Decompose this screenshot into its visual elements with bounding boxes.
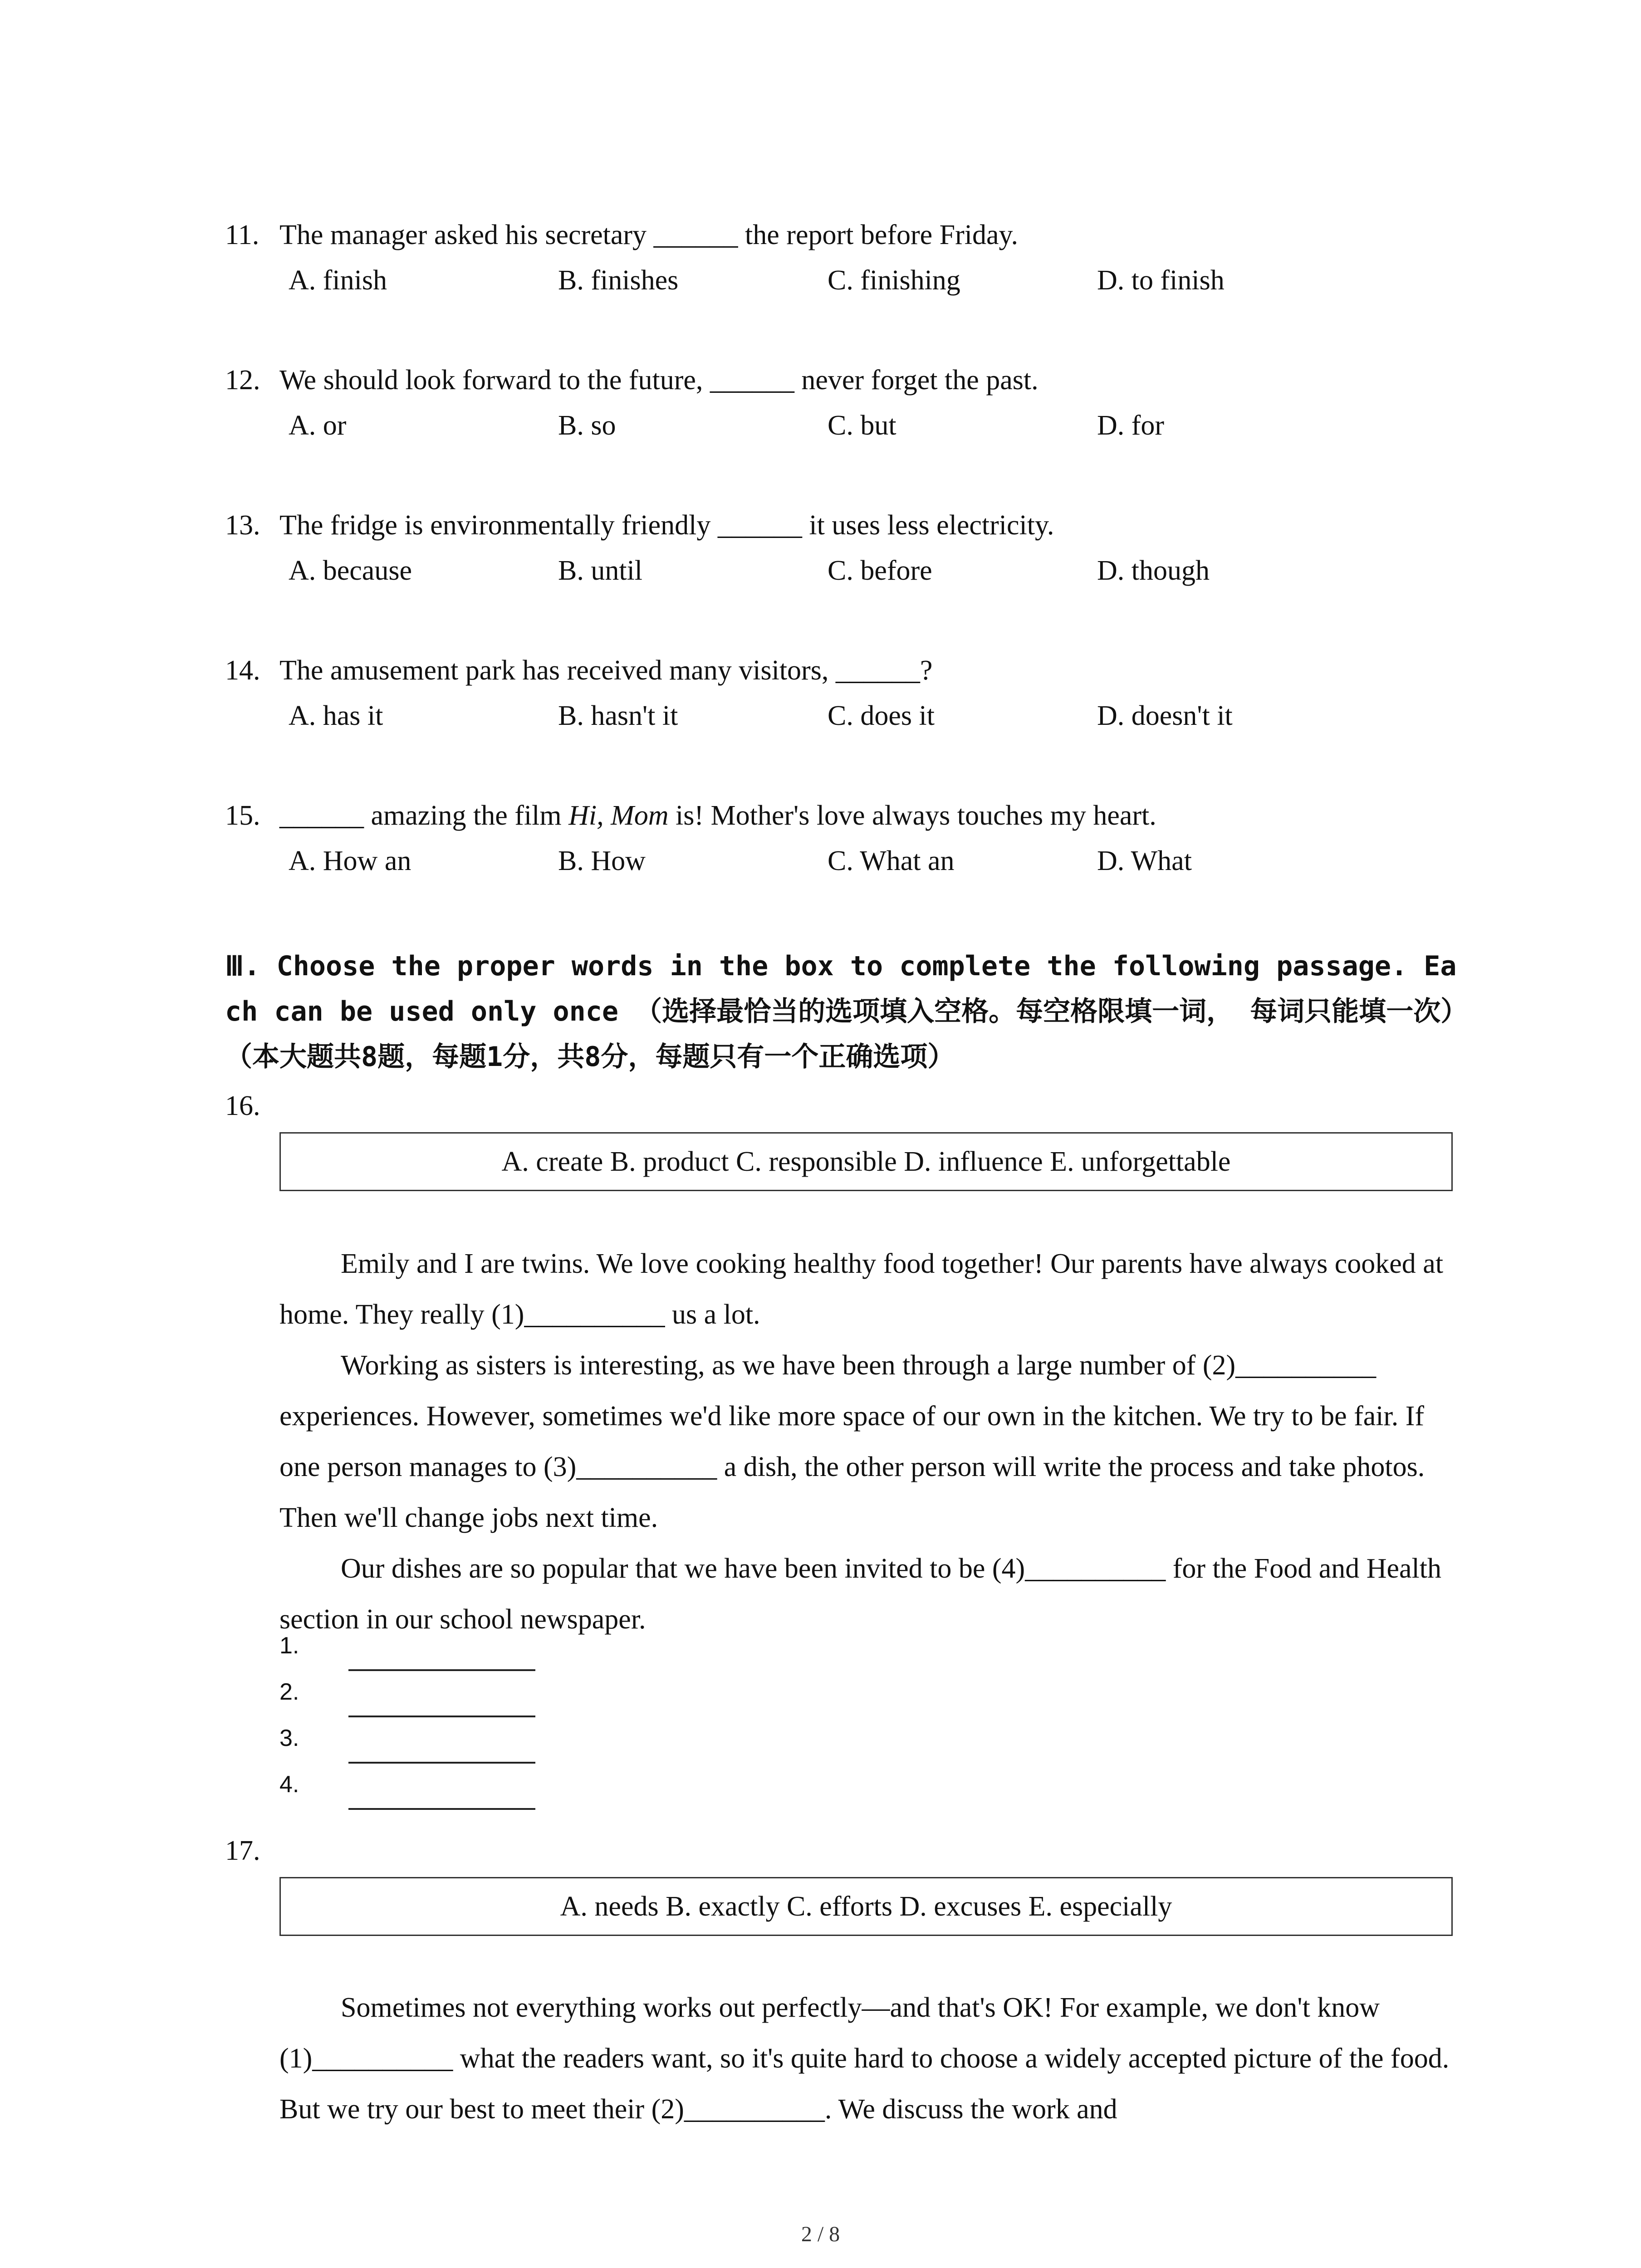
option-d[interactable]: D. though [1097, 555, 1210, 586]
question-stem: The manager asked his secretary ______ the report before Friday. [279, 220, 1019, 250]
question-stem: The fridge is environmentally friendly ______ it uses less electricity. [279, 510, 1054, 541]
section-title: Ⅲ. Choose the proper words in the box to complete the following passage. Each can be used only once （选择最恰当的选项填入空格。每空格限填一词， 每词只能填一次）（本大题共8题，每题1分，共8分，每题只有一个正确选项） [225, 950, 1457, 1073]
question-11 [225, 217, 1018, 253]
answer-blank-2[interactable] [348, 1716, 535, 1717]
passage-paragraph-1: Emily and I are twins. We love cooking healthy food together! Our parents have always cooked at home. They really (1)__________ us a lot. [279, 1248, 1444, 1330]
passage-paragraph-3: Our dishes are so popular that we have been invited to be (4)__________ for the Food and Health section in our school newspaper. [279, 1553, 1441, 1635]
question-stem-pre: ______ amazing the film [279, 800, 569, 831]
question-13 [225, 507, 1054, 543]
question-12 [225, 362, 1038, 398]
question-stem: The amusement park has received many visitors, ______? [279, 655, 933, 686]
answer-blank-4[interactable] [348, 1808, 535, 1810]
option-a[interactable]: A. has it [289, 700, 383, 731]
question-stem: We should look forward to the future, ______ never forget the past. [279, 365, 1038, 396]
option-c[interactable]: C. What an [828, 846, 955, 876]
answer-blank-3[interactable] [348, 1762, 535, 1764]
question-17-number: 17. [225, 1835, 260, 1866]
option-d[interactable]: D. to finish [1097, 265, 1225, 296]
answer-label-3: 3. [279, 1725, 299, 1751]
passage-16 [279, 1238, 1459, 1645]
option-d[interactable]: D. for [1097, 410, 1165, 441]
option-b[interactable]: B. until [558, 555, 643, 586]
question-number: 11. [225, 220, 260, 250]
question-number: 14. [225, 655, 260, 686]
option-b[interactable]: B. hasn't it [558, 700, 678, 731]
page-number: 2 / 8 [801, 2222, 840, 2246]
question-number: 13. [225, 510, 260, 541]
option-b[interactable]: B. so [558, 410, 616, 441]
option-d[interactable]: D. What [1097, 846, 1192, 876]
word-box-17: A. needs B. exactly C. efforts D. excuses E. especially [279, 1877, 1453, 1936]
option-c[interactable]: C. before [828, 555, 932, 586]
option-a[interactable]: A. or [289, 410, 347, 441]
option-c[interactable]: C. but [828, 410, 896, 441]
word-box-16: A. create B. product C. responsible D. influence E. unforgettable [279, 1132, 1453, 1191]
film-title: Hi, Mom [568, 800, 669, 831]
question-number: 15. [225, 800, 260, 831]
answer-label-4: 4. [279, 1771, 299, 1798]
passage-17 [279, 1982, 1459, 2135]
question-14 [225, 652, 932, 689]
option-c[interactable]: C. finishing [828, 265, 960, 296]
passage-paragraph-2: Working as sisters is interesting, as we have been through a large number of (2)__________ experiences. However, sometimes we'd like more space of our own in the kitchen. We try to be fair. If one person manages to (3)__________ a dish, the other person will write the process and take photos. Then we'll change jobs next time. [279, 1350, 1425, 1533]
option-b[interactable]: B. finishes [558, 265, 679, 296]
answer-label-1: 1. [279, 1633, 299, 1659]
option-c[interactable]: C. does it [828, 700, 935, 731]
question-number: 12. [225, 365, 260, 396]
option-b[interactable]: B. How [558, 846, 646, 876]
question-stem-post: is! Mother's love always touches my heart. [668, 800, 1156, 831]
option-d[interactable]: D. doesn't it [1097, 700, 1233, 731]
passage-paragraph-1: Sometimes not everything works out perfectly—and that's OK! For example, we don't know (1)__________ what the readers want, so it's quite hard to choose a widely accepted picture of the food. But we try our best to meet their (2)__________. We discuss the work and [279, 1992, 1450, 2125]
answer-blank-1[interactable] [348, 1669, 535, 1671]
question-15 [225, 797, 1156, 834]
answer-label-2: 2. [279, 1679, 299, 1705]
option-a[interactable]: A. How an [289, 846, 411, 876]
option-a[interactable]: A. because [289, 555, 412, 586]
option-a[interactable]: A. finish [289, 265, 387, 296]
question-16-number: 16. [225, 1090, 260, 1121]
